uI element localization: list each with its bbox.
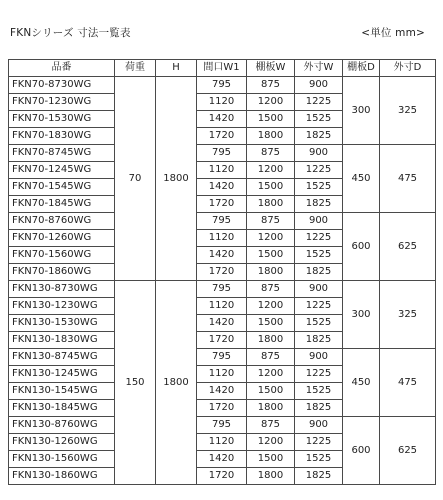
shelf-depth-cell: 600 <box>343 213 380 281</box>
outer-width-cell: 1825 <box>295 264 343 281</box>
outer-depth-cell: 325 <box>380 281 436 349</box>
shelf-width-cell: 1500 <box>247 247 295 264</box>
shelf-depth-cell: 450 <box>343 349 380 417</box>
shelf-width-cell: 1500 <box>247 451 295 468</box>
header-height: H <box>156 60 197 77</box>
shelf-width-cell: 1800 <box>247 196 295 213</box>
opening-width-cell: 1720 <box>197 264 247 281</box>
outer-width-cell: 900 <box>295 417 343 434</box>
product-code-cell: FKN70-1530WG <box>9 111 115 128</box>
table-row <box>9 213 436 230</box>
shelf-width-cell: 1200 <box>247 298 295 315</box>
opening-width-cell: 795 <box>197 77 247 94</box>
outer-depth-cell: 625 <box>380 417 436 485</box>
table-row <box>9 77 436 94</box>
product-code-cell: FKN70-1560WG <box>9 247 115 264</box>
opening-width-cell: 1120 <box>197 298 247 315</box>
outer-depth-cell: 475 <box>380 349 436 417</box>
height-cell: 1800 <box>156 77 197 281</box>
shelf-width-cell: 875 <box>247 349 295 366</box>
shelf-width-cell: 1200 <box>247 230 295 247</box>
header-outer-depth: 外寸D <box>380 60 436 77</box>
shelf-width-cell: 1200 <box>247 162 295 179</box>
outer-width-cell: 1225 <box>295 366 343 383</box>
outer-width-cell: 1525 <box>295 451 343 468</box>
outer-width-cell: 1225 <box>295 434 343 451</box>
opening-width-cell: 795 <box>197 213 247 230</box>
header-load: 荷重 <box>115 60 156 77</box>
product-code-cell: FKN70-1245WG <box>9 162 115 179</box>
outer-width-cell: 900 <box>295 213 343 230</box>
outer-width-cell: 1825 <box>295 400 343 417</box>
opening-width-cell: 1420 <box>197 383 247 400</box>
outer-depth-cell: 325 <box>380 77 436 145</box>
shelf-width-cell: 1800 <box>247 128 295 145</box>
opening-width-cell: 1120 <box>197 162 247 179</box>
opening-width-cell: 1120 <box>197 94 247 111</box>
shelf-width-cell: 875 <box>247 145 295 162</box>
shelf-width-cell: 1200 <box>247 94 295 111</box>
table-row <box>9 145 436 162</box>
header-shelf-depth: 棚板D <box>343 60 380 77</box>
shelf-width-cell: 1500 <box>247 179 295 196</box>
outer-width-cell: 900 <box>295 145 343 162</box>
opening-width-cell: 795 <box>197 281 247 298</box>
unit-note: <単位 mm> <box>361 27 425 39</box>
outer-depth-cell: 625 <box>380 213 436 281</box>
opening-width-cell: 795 <box>197 349 247 366</box>
shelf-depth-cell: 300 <box>343 281 380 349</box>
outer-width-cell: 1525 <box>295 111 343 128</box>
load-cell: 150 <box>115 281 156 485</box>
load-cell: 70 <box>115 77 156 281</box>
product-code-cell: FKN130-1545WG <box>9 383 115 400</box>
product-code-cell: FKN130-1260WG <box>9 434 115 451</box>
shelf-width-cell: 875 <box>247 77 295 94</box>
shelf-width-cell: 875 <box>247 281 295 298</box>
outer-width-cell: 1825 <box>295 128 343 145</box>
outer-width-cell: 1825 <box>295 468 343 485</box>
outer-width-cell: 1825 <box>295 332 343 349</box>
shelf-width-cell: 1500 <box>247 383 295 400</box>
shelf-depth-cell: 600 <box>343 417 380 485</box>
outer-width-cell: 1825 <box>295 196 343 213</box>
outer-width-cell: 1225 <box>295 298 343 315</box>
product-code-cell: FKN130-8745WG <box>9 349 115 366</box>
product-code-cell: FKN130-8730WG <box>9 281 115 298</box>
table-header <box>9 60 436 77</box>
product-code-cell: FKN70-8745WG <box>9 145 115 162</box>
product-code-cell: FKN70-8730WG <box>9 77 115 94</box>
outer-width-cell: 900 <box>295 77 343 94</box>
header-outer-width: 外寸W <box>295 60 343 77</box>
product-code-cell: FKN70-8760WG <box>9 213 115 230</box>
opening-width-cell: 1120 <box>197 230 247 247</box>
opening-width-cell: 1720 <box>197 196 247 213</box>
product-code-cell: FKN130-1860WG <box>9 468 115 485</box>
product-code-cell: FKN130-1830WG <box>9 332 115 349</box>
opening-width-cell: 1420 <box>197 179 247 196</box>
opening-width-cell: 1120 <box>197 366 247 383</box>
shelf-width-cell: 875 <box>247 417 295 434</box>
opening-width-cell: 1420 <box>197 451 247 468</box>
shelf-width-cell: 1200 <box>247 434 295 451</box>
header-shelf-width: 棚板W <box>247 60 295 77</box>
shelf-width-cell: 1500 <box>247 315 295 332</box>
opening-width-cell: 1420 <box>197 315 247 332</box>
product-code-cell: FKN130-1245WG <box>9 366 115 383</box>
product-code-cell: FKN70-1845WG <box>9 196 115 213</box>
table-row <box>9 417 436 434</box>
shelf-width-cell: 1500 <box>247 111 295 128</box>
product-code-cell: FKN130-1230WG <box>9 298 115 315</box>
outer-width-cell: 1525 <box>295 247 343 264</box>
product-code-cell: FKN70-1860WG <box>9 264 115 281</box>
product-code-cell: FKN70-1260WG <box>9 230 115 247</box>
shelf-depth-cell: 300 <box>343 77 380 145</box>
shelf-width-cell: 1800 <box>247 332 295 349</box>
outer-width-cell: 1525 <box>295 383 343 400</box>
opening-width-cell: 1420 <box>197 111 247 128</box>
header-row <box>9 60 436 77</box>
opening-width-cell: 1720 <box>197 468 247 485</box>
table-body <box>9 77 436 485</box>
shelf-width-cell: 1800 <box>247 468 295 485</box>
product-code-cell: FKN70-1230WG <box>9 94 115 111</box>
outer-width-cell: 1225 <box>295 162 343 179</box>
product-code-cell: FKN70-1830WG <box>9 128 115 145</box>
outer-width-cell: 1225 <box>295 230 343 247</box>
table-row <box>9 281 436 298</box>
shelf-width-cell: 1800 <box>247 400 295 417</box>
outer-width-cell: 1525 <box>295 315 343 332</box>
outer-depth-cell: 475 <box>380 145 436 213</box>
shelf-depth-cell: 450 <box>343 145 380 213</box>
product-code-cell: FKN130-1560WG <box>9 451 115 468</box>
opening-width-cell: 795 <box>197 145 247 162</box>
product-code-cell: FKN130-1845WG <box>9 400 115 417</box>
table-row <box>9 349 436 366</box>
product-code-cell: FKN70-1545WG <box>9 179 115 196</box>
product-code-cell: FKN130-1530WG <box>9 315 115 332</box>
dimension-table <box>8 59 436 485</box>
opening-width-cell: 1120 <box>197 434 247 451</box>
shelf-width-cell: 1200 <box>247 366 295 383</box>
shelf-width-cell: 875 <box>247 213 295 230</box>
opening-width-cell: 795 <box>197 417 247 434</box>
outer-width-cell: 900 <box>295 349 343 366</box>
outer-width-cell: 1525 <box>295 179 343 196</box>
height-cell: 1800 <box>156 281 197 485</box>
opening-width-cell: 1720 <box>197 128 247 145</box>
outer-width-cell: 1225 <box>295 94 343 111</box>
opening-width-cell: 1720 <box>197 332 247 349</box>
shelf-width-cell: 1800 <box>247 264 295 281</box>
page-title: FKNシリーズ 寸法一覧表 <box>10 27 131 39</box>
header-opening-width: 間口W1 <box>197 60 247 77</box>
outer-width-cell: 900 <box>295 281 343 298</box>
header-product: 品番 <box>9 60 115 77</box>
product-code-cell: FKN130-8760WG <box>9 417 115 434</box>
opening-width-cell: 1720 <box>197 400 247 417</box>
opening-width-cell: 1420 <box>197 247 247 264</box>
